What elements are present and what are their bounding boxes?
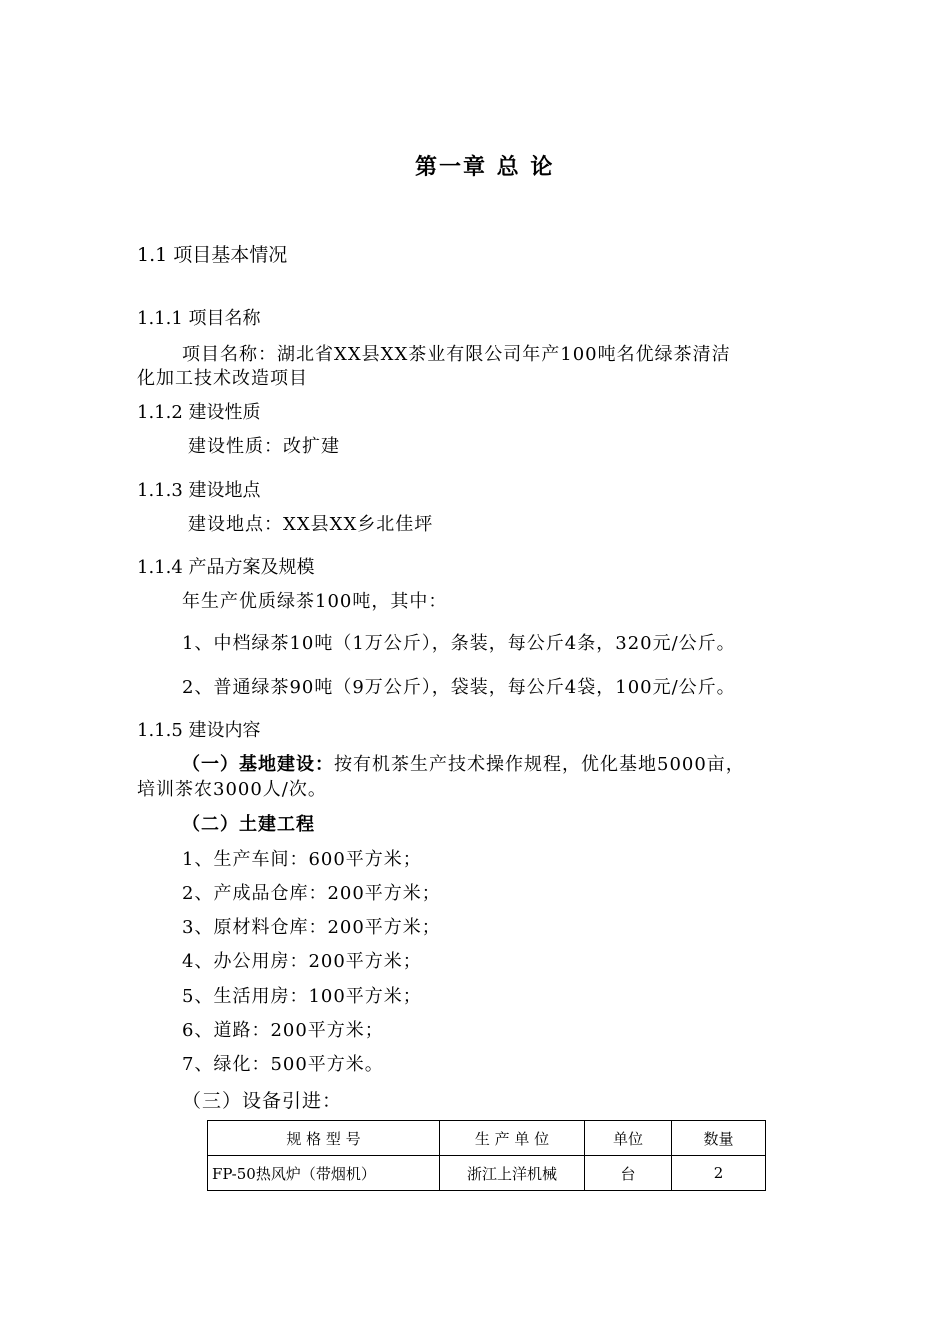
civil-item: 6、道路：200平方米；: [182, 1020, 384, 1041]
heading-1-1-2: 1.1.2 建设性质: [137, 402, 261, 423]
table-header-row: [208, 1121, 766, 1156]
civil-item: 1、生产车间：600平方米；: [182, 849, 422, 870]
section-heading-1-1: 1.1 项目基本情况: [137, 244, 288, 266]
table-header: 数量: [672, 1121, 766, 1156]
product-item-2: 2、普通绿茶90吨（9万公斤），袋装，每公斤4袋，100元/公斤。: [182, 677, 736, 698]
civil-item: 3、原材料仓库：200平方米；: [182, 917, 441, 938]
heading-1-1-4: 1.1.4 产品方案及规模: [137, 557, 315, 578]
project-name-line1: 项目名称：湖北省XX县XX茶业有限公司年产100吨名优绿茶清洁: [182, 344, 731, 365]
construction-location: 建设地点：XX县XX乡北佳坪: [188, 514, 434, 535]
table-cell: 台: [585, 1156, 672, 1191]
table-header: 单位: [585, 1121, 672, 1156]
chapter-title: 第一章 总 论: [415, 154, 555, 180]
table-header: 生 产 单 位: [440, 1121, 585, 1156]
base-construction-label: （一）基地建设：: [182, 754, 334, 775]
heading-1-1-5: 1.1.5 建设内容: [137, 720, 261, 741]
table-cell: FP-50热风炉（带烟机）: [208, 1156, 440, 1191]
base-construction-line1: [182, 750, 745, 776]
table-row: [208, 1156, 766, 1191]
heading-1-1-1: 1.1.1 项目名称: [137, 308, 261, 329]
product-item-1: 1、中档绿茶10吨（1万公斤），条装，每公斤4条，320元/公斤。: [182, 633, 736, 654]
heading-1-1-3: 1.1.3 建设地点: [137, 480, 261, 501]
base-construction-line2: 培训茶农3000人/次。: [137, 779, 327, 800]
base-construction-text: 按有机茶生产技术操作规程，优化基地5000亩，: [334, 754, 745, 775]
project-name-line2: 化加工技术改造项目: [137, 368, 308, 389]
equipment-table: [207, 1120, 766, 1191]
product-intro: 年生产优质绿茶100吨，其中：: [182, 591, 448, 612]
table-header: 规 格 型 号: [208, 1121, 440, 1156]
table-cell: 浙江上洋机械: [440, 1156, 585, 1191]
civil-item: 5、生活用房：100平方米；: [182, 986, 422, 1007]
table-cell: 2: [672, 1156, 766, 1191]
equipment-heading: （三）设备引进：: [182, 1090, 343, 1112]
construction-nature: 建设性质：改扩建: [188, 436, 340, 457]
civil-item: 4、办公用房：200平方米；: [182, 951, 422, 972]
civil-item: 7、绿化：500平方米。: [182, 1054, 384, 1075]
civil-item: 2、产成品仓库：200平方米；: [182, 883, 441, 904]
civil-works-heading: （二）土建工程: [182, 814, 315, 835]
